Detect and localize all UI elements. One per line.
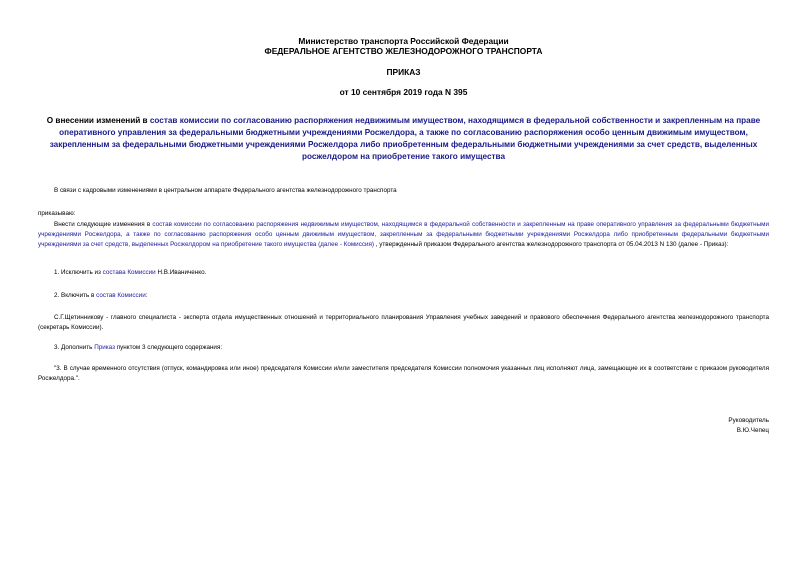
item1-prefix: 1. Исключить из: [54, 269, 103, 276]
ministry-name: Министерство транспорта Российской Федерации: [298, 36, 509, 46]
item3-link[interactable]: Приказ: [94, 344, 115, 351]
item-1: [54, 268, 206, 278]
document-type: ПРИКАЗ: [386, 67, 421, 77]
para1-suffix: , утвержденный приказом Федерального агентства железнодорожного транспорта от 05.04.2013 N 130 (далее - Приказ):: [374, 241, 729, 248]
item2-suffix: :: [145, 292, 148, 299]
signature-name: В.Ю.Чепец: [736, 427, 769, 434]
quoted-clause: "3. В случае временного отсутствия (отпуск, командировка или иное) председателя Комиссии и/или заместителя председателя Комиссии полномочия указанных лиц исполняют лица, замещающие их в соответствии с приказом руководителя Росжелдора.".: [38, 365, 769, 382]
item3-suffix: пунктом 3 следующего содержания:: [114, 344, 223, 351]
item1-suffix: Н.В.Иваниченко.: [155, 269, 207, 276]
item2-link[interactable]: состав Комиссии: [96, 292, 146, 299]
title-prefix: О внесении изменений в: [46, 116, 150, 125]
commission-composition-link[interactable]: состав комиссии по согласованию распоряжения недвижимым имуществом, находящимся в федеральной собственности и закрепленным на праве оперативного управления за федеральными бюджетными учреждениями Росжелдора, а также по согласованию распоряжения особо ценным движимым имуществом, закрепленным за федеральными бюджетными учреждениями Росжелдора либо приобретенным федеральными бюджетными учреждениями за счет средств, выделенных Росжелдором на приобретение такого имущества (далее - Комиссия): [38, 221, 770, 248]
para1-prefix: Внести следующие изменения в: [54, 221, 153, 228]
intro-paragraph: В связи с кадровыми изменениями в центральном аппарате Федерального агентства железнодорожного транспорта: [54, 187, 397, 194]
order-word: приказываю:: [38, 210, 76, 217]
paragraph-amendments: [38, 220, 769, 250]
new-member-paragraph: С.Г.Щетинникову - главного специалиста - эксперта отдела имущественных отношений и территориального планирования Управления учебных заведений и правового обеспечения Федерального агентства железнодорожного транспорта (секретарь Комиссии).: [38, 314, 769, 331]
title-link[interactable]: состав комиссии по согласованию распоряжения недвижимым имуществом, находящимся в федеральной собственности и закрепленным на праве оперативного управления за федеральными бюджетными учреждениями Росжелдора, а также по согласованию распоряжения особо ценным движимым имуществом, закрепленным за федеральными бюджетными учреждениями Росжелдора либо приобретенным федеральными бюджетными учреждениями за счет средств, выделенных росжелдором на приобретение такого имущества: [49, 116, 761, 161]
document-date-number: от 10 сентября 2019 года N 395: [339, 87, 468, 97]
agency-name: ФЕДЕРАЛЬНОЕ АГЕНТСТВО ЖЕЛЕЗНОДОРОЖНОГО ТРАНСПОРТА: [264, 46, 543, 56]
document-title: [38, 115, 769, 163]
item3-prefix: 3. Дополнить: [54, 344, 95, 351]
signature-role: Руководитель: [728, 417, 769, 424]
item2-prefix: 2. Включить в: [54, 292, 97, 299]
item1-link[interactable]: состава Комиссии: [102, 269, 156, 276]
item-2: [54, 291, 147, 301]
item-3: [54, 343, 222, 353]
